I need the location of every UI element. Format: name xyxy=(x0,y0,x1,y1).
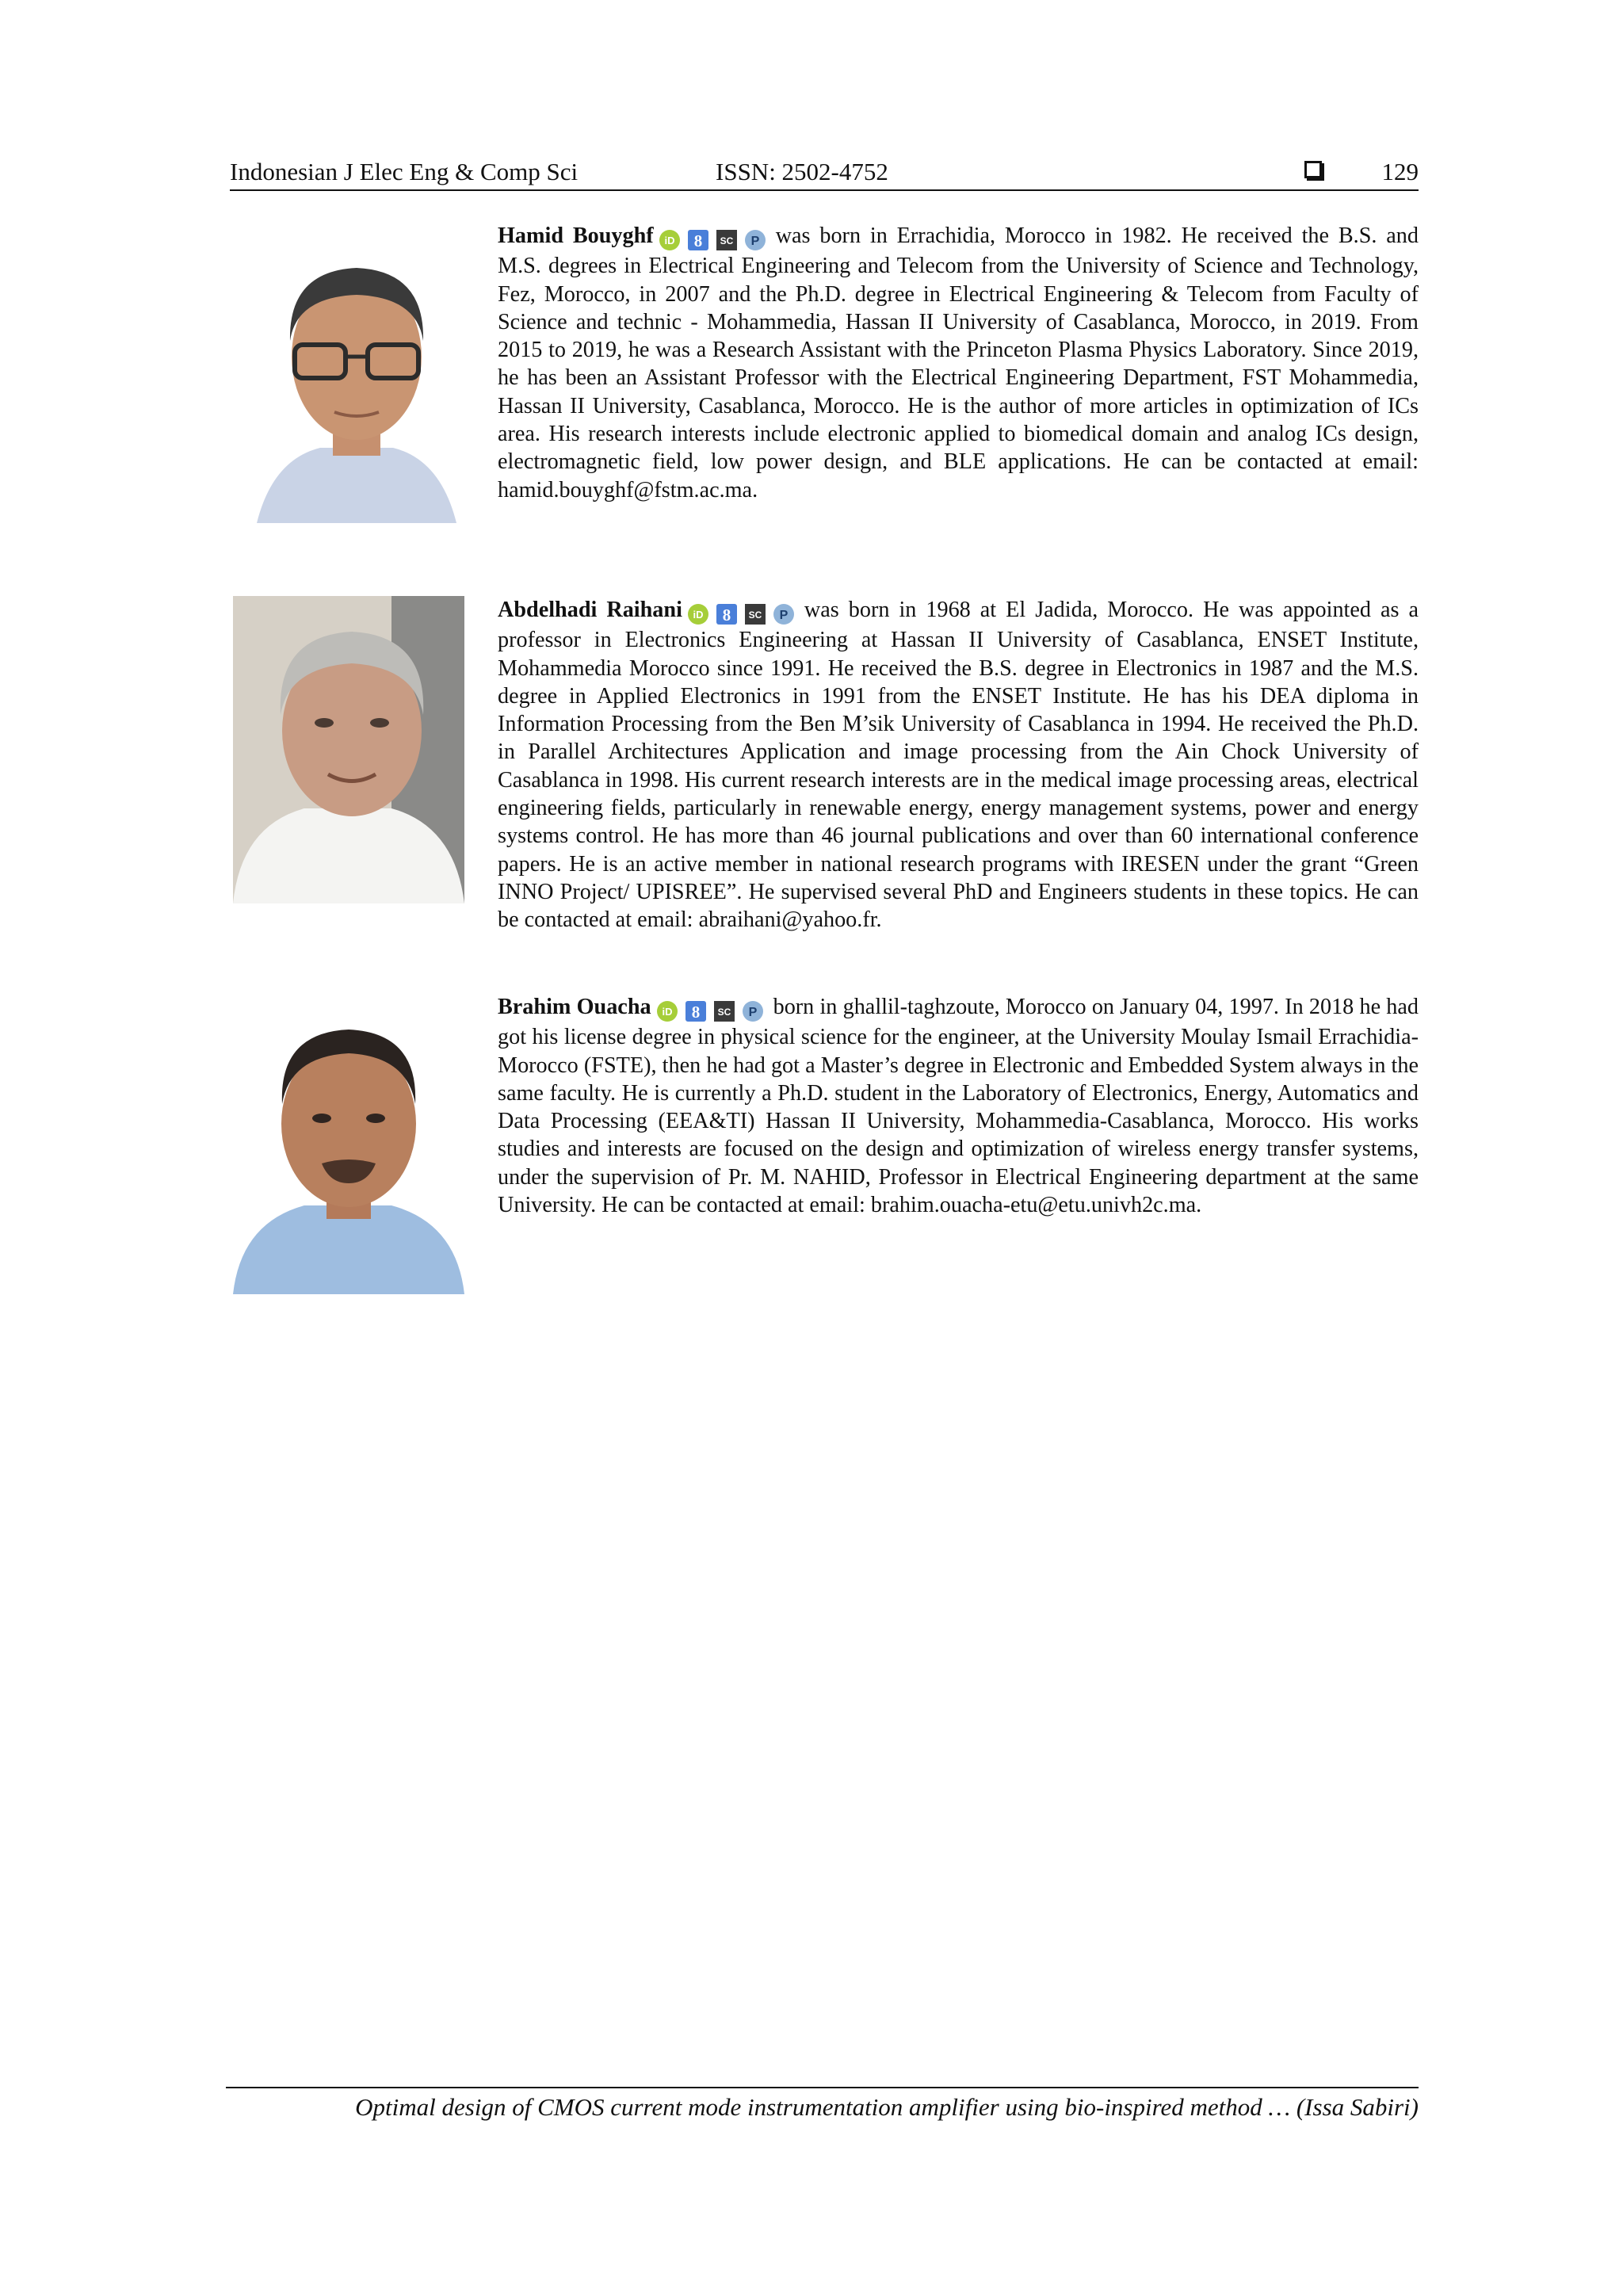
author-photo xyxy=(233,993,464,1294)
profile-icons xyxy=(659,224,773,252)
profile-icons xyxy=(656,995,770,1023)
header-rule xyxy=(230,189,1419,191)
running-footer: Optimal design of CMOS current mode instrumentation amplifier using bio-inspired method … (Issa Sabiri) xyxy=(355,2093,1419,2121)
publons-icon[interactable] xyxy=(742,1000,764,1022)
bio-body: was born in Errachidia, Morocco in 1982. He received the B.S. and M.S. degrees in Electrical Engineering and Telecom from the University of Science and Technology, Fez, Morocco, in 2007 and the Ph.D. degree in Electrical Engineering & Telecom from Faculty of Science and technic - Mohammedia, Hassan II University of Casablanca, Morocco, in 2019. From 2015 to 2019, he was a Research Assistant with the Princeton Plasma Physics Laboratory. Since 2019, he has been an Assistant Professor with the Electrical Engineering Department, FST Mohammedia, Hassan II University, Casablanca, Morocco. He is the author of more articles in optimization of ICs area. His research interests include electronic applied to biomedical domain and analog ICs design, electromagnetic field, low power design, and BLE applications. He can be contacted at email: hamid.bouyghf@fstm.ac.ma. xyxy=(498,223,1419,502)
author-name: Abdelhadi Raihani xyxy=(498,598,682,622)
svg-text:SC: SC xyxy=(748,609,762,621)
svg-text:iD: iD xyxy=(693,608,704,621)
google-scholar-icon[interactable] xyxy=(685,1000,707,1022)
page-number: 129 xyxy=(1381,158,1419,185)
svg-text:iD: iD xyxy=(662,1005,673,1018)
svg-text:iD: iD xyxy=(664,234,675,246)
orcid-icon[interactable] xyxy=(687,603,709,625)
svg-text:8: 8 xyxy=(691,1002,700,1022)
bio-paragraph xyxy=(498,596,1419,934)
google-scholar-icon[interactable] xyxy=(716,603,738,625)
svg-text:8: 8 xyxy=(722,605,731,625)
publons-icon[interactable] xyxy=(744,229,766,251)
google-scholar-icon[interactable] xyxy=(687,229,709,251)
journal-title: Indonesian J Elec Eng & Comp Sci xyxy=(230,158,579,185)
orcid-icon[interactable] xyxy=(656,1000,678,1022)
issn: ISSN: 2502-4752 xyxy=(716,158,888,185)
svg-text:SC: SC xyxy=(717,1006,731,1018)
svg-text:P: P xyxy=(779,608,789,622)
author-photo xyxy=(233,596,464,904)
scopus-icon[interactable] xyxy=(744,603,766,625)
bio-paragraph xyxy=(498,993,1419,1219)
svg-text:P: P xyxy=(748,1005,757,1019)
author-name: Brahim Ouacha xyxy=(498,995,651,1019)
bio-body: born in ghallil-taghzoute, Morocco on January 04, 1997. In 2018 he had got his license degree in physical science for the engineer, at the University Moulay Ismail Errachidia-Morocco (FSTE), then he had got a Master’s degree in Electronic and Embedded System always in the same faculty. He is currently a Ph.D. student in the Laboratory of Electronics, Energy, Automatics and Data Processing (EEA&TI) Hassan II University, Mohammedia-Casablanca, Morocco. His works studies and interests are focused on the design and optimization of wireless energy transfer systems, under the supervision of Pr. M. NAHID, Professor in Electrical Engineering department at the same University. He can be contacted at email: brahim.ouacha-etu@etu.univh2c.ma. xyxy=(498,995,1419,1218)
orcid-icon[interactable] xyxy=(659,229,681,251)
running-header xyxy=(230,155,1419,189)
svg-text:P: P xyxy=(750,234,760,248)
svg-text:SC: SC xyxy=(720,235,734,246)
footer-rule xyxy=(226,2087,1419,2088)
bio-paragraph xyxy=(498,222,1419,504)
svg-text:8: 8 xyxy=(693,231,702,250)
author-photo xyxy=(241,222,472,523)
author-name: Hamid Bouyghf xyxy=(498,223,654,248)
bio-body: was born in 1968 at El Jadida, Morocco. He was appointed as a professor in Electronics Engineering at Hassan II University of Casablanca, ENSET Institute, Mohammedia Morocco since 1991. He received the B.S. degree in Electronics in 1987 and the M.S. degree in Applied Electronics in 1991 from the ENSET Institute. He has his DEA diploma in Information Processing from the Ben M’sik University of Casablanca in 1994. He received the Ph.D. in Parallel Architectures Application and image processing from the Ain Chock University of Casablanca in 1998. His current research interests are in the medical image processing areas, electrical engineering fields, particularly in renewable energy, energy management systems, power and energy systems control. He has more than 46 journal publications and over than 60 international conference papers. He is an active member in national research programs with IRESEN under the grant “Green INNO Project/ UPISREE”. He supervised several PhD and Engineers students in these topics. He can be contacted at email: abraihani@yahoo.fr. xyxy=(498,598,1419,933)
scopus-icon[interactable] xyxy=(713,1000,735,1022)
square-bullet-icon xyxy=(1304,161,1322,178)
profile-icons xyxy=(687,598,801,626)
scopus-icon[interactable] xyxy=(716,229,738,251)
publons-icon[interactable] xyxy=(773,603,795,625)
